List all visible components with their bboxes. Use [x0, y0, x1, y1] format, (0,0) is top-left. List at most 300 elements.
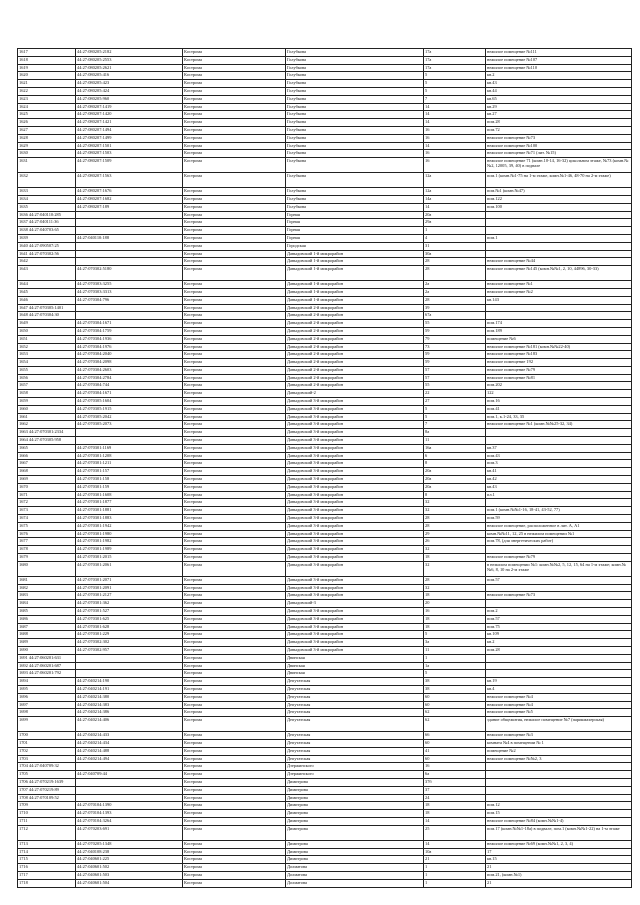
house-number: 5: [424, 670, 486, 678]
row-number: 1644: [18, 281, 76, 289]
table-row: [18, 296, 632, 304]
city: Кострома: [183, 546, 286, 554]
table-row: [18, 584, 632, 592]
city: Кострома: [183, 56, 286, 64]
city: Кострома: [183, 709, 286, 717]
city: Кострома: [183, 755, 286, 763]
city: Кострома: [183, 366, 286, 374]
cadastral-number: 44:27:040214:433: [76, 732, 183, 740]
cadastral-number: [76, 437, 183, 445]
description: кв.2: [486, 72, 632, 80]
cadastral-number: 44:27:070302:302: [76, 639, 183, 647]
table-row: [18, 763, 632, 771]
description: пом.2: [486, 608, 632, 616]
city: Кострома: [183, 413, 286, 421]
city: Кострома: [183, 119, 286, 127]
cadastral-number: 44:27:040214:488: [76, 747, 183, 755]
table-row: [18, 234, 632, 242]
row-number: 1696: [18, 693, 76, 701]
description: кв.43: [486, 483, 632, 491]
city: Кострома: [183, 615, 286, 623]
description: нежилое помещение №79: [486, 366, 632, 374]
street: Давыдовский 3-й микрорайон: [286, 646, 424, 654]
row-number: 1672: [18, 499, 76, 507]
street: Давыдовский 3-й микрорайон: [286, 413, 424, 421]
table-row: [18, 374, 632, 382]
register-sheet: [17, 48, 631, 888]
description: пом.1 (комн.№1-75 на 1-м этаже, комн.№1-46, 48-70 на 2-м этаже): [486, 173, 632, 188]
row-number: 1652: [18, 343, 76, 351]
row-number: 1680: [18, 561, 76, 576]
row-number: 1718: [18, 879, 76, 887]
cadastral-number: 44:27:080205:2553: [76, 56, 183, 64]
row-number: 1626: [18, 119, 76, 127]
street: Давыдовский 3-й микрорайон: [286, 561, 424, 576]
street: Депутатская: [286, 747, 424, 755]
table-row: [18, 413, 632, 421]
city: Кострома: [183, 499, 286, 507]
cadastral-number: 44:27:070301:1982: [76, 538, 183, 546]
cadastral-number: 44:27:080205:424: [76, 87, 183, 95]
city: Кострома: [183, 242, 286, 250]
description: нежилое помещение №1 (комн.№№25-32, 34): [486, 421, 632, 429]
city: Кострома: [183, 281, 286, 289]
description: пом.№1 (комн.№47): [486, 188, 632, 196]
street: Депутатская: [286, 701, 424, 709]
street: Давыдовский 3-й микрорайон: [286, 522, 424, 530]
cadastral-number: 44:27:080205:416: [76, 72, 183, 80]
description: нежилое помещение №183: [486, 351, 632, 359]
cadastral-number: 44:27:040214:434: [76, 739, 183, 747]
description: [486, 771, 632, 779]
city: Кострома: [183, 335, 286, 343]
cadastral-number: 44:27:070301:1881: [76, 507, 183, 515]
cadastral-number: 44:27:070303:3255: [76, 281, 183, 289]
street: Давыдовский 3-й микрорайон: [286, 584, 424, 592]
cadastral-number: 44:27:070305:2042: [76, 413, 183, 421]
street: Депутатская: [286, 709, 424, 717]
table-row: [18, 95, 632, 103]
row-number: 1667: [18, 460, 76, 468]
house-number: 4: [424, 234, 486, 242]
row-number: 1693 44:27:060201:792: [18, 670, 76, 678]
house-number: 41: [424, 747, 486, 755]
description: [486, 670, 632, 678]
table-row: [18, 359, 632, 367]
row-number: 1697: [18, 701, 76, 709]
city: Кострома: [183, 320, 286, 328]
house-number: 32: [424, 546, 486, 554]
street: Двинская: [286, 670, 424, 678]
cadastral-number: 44:27:080207:1494: [76, 126, 183, 134]
table-row: [18, 211, 632, 219]
street: Горная: [286, 211, 424, 219]
street: Депутатская: [286, 732, 424, 740]
description: нежилое помещение №73: [486, 592, 632, 600]
house-number: 38: [424, 678, 486, 686]
description: кв.19: [486, 678, 632, 686]
house-number: 12а: [424, 188, 486, 196]
description: [486, 227, 632, 235]
house-number: 1: [424, 871, 486, 879]
house-number: 22: [424, 390, 486, 398]
description: кв.43: [486, 80, 632, 88]
row-number: 1624: [18, 103, 76, 111]
street: Двинская: [286, 654, 424, 662]
row-number: 1662: [18, 421, 76, 429]
house-number: 21: [424, 856, 486, 864]
street: Давыдовский 3-й микрорайон: [286, 476, 424, 484]
city: Кострома: [183, 507, 286, 515]
city: Кострома: [183, 639, 286, 647]
street: Дзержинского: [286, 763, 424, 771]
city: Кострома: [183, 554, 286, 562]
street: Голубкова: [286, 95, 424, 103]
cadastral-number: 44:27:040601:225: [76, 856, 183, 864]
street: Димитрова: [286, 786, 424, 794]
row-number: 1703: [18, 755, 76, 763]
table-row: [18, 786, 632, 794]
table-row: [18, 288, 632, 296]
description: пом.21, (комн.№1): [486, 871, 632, 879]
house-number: 8: [424, 491, 486, 499]
street: Дзержинского: [286, 771, 424, 779]
table-row: [18, 429, 632, 437]
city: Кострома: [183, 452, 286, 460]
row-number: 1630: [18, 150, 76, 158]
description: пом.100: [486, 203, 632, 211]
house-number: 16: [424, 150, 486, 158]
table-row: [18, 351, 632, 359]
city: Кострома: [183, 429, 286, 437]
house-number: 24: [424, 794, 486, 802]
street: Давыдовский 2-й микрорайон: [286, 366, 424, 374]
description: [486, 794, 632, 802]
house-number: 1: [424, 879, 486, 887]
house-number: 62: [424, 717, 486, 732]
house-number: 59: [424, 359, 486, 367]
house-number: 16: [424, 134, 486, 142]
row-number: 1690: [18, 646, 76, 654]
house-number: 5: [424, 72, 486, 80]
city: Кострома: [183, 405, 286, 413]
city: Кострома: [183, 678, 286, 686]
street: Димитрова: [286, 825, 424, 840]
city: Кострома: [183, 670, 286, 678]
house-number: 12а: [424, 173, 486, 188]
table-row: [18, 476, 632, 484]
row-number: 1691 44:27:060201:631: [18, 654, 76, 662]
cadastral-number: [76, 258, 183, 266]
street: Давыдовский 2-й микрорайон: [286, 343, 424, 351]
house-number: 31: [424, 242, 486, 250]
description: [486, 499, 632, 507]
description: кв.15: [486, 856, 632, 864]
cadastral-number: 44:27:040108:238: [76, 848, 183, 856]
cadastral-number: 44:27:080207:1509: [76, 158, 183, 173]
description: нежилое помещение №181 (комн.№№22-40): [486, 343, 632, 351]
city: Кострома: [183, 288, 286, 296]
row-number: 1673: [18, 507, 76, 515]
table-row: [18, 491, 632, 499]
table-row: [18, 739, 632, 747]
house-number: 14: [424, 840, 486, 848]
house-number: 2а: [424, 288, 486, 296]
table-row: [18, 879, 632, 887]
row-number: 1634: [18, 195, 76, 203]
house-number: 16а: [424, 444, 486, 452]
description: [486, 600, 632, 608]
city: Кострома: [183, 778, 286, 786]
city: Кострома: [183, 327, 286, 335]
row-number: 1706 44:27:070219:1639: [18, 778, 76, 786]
street: Голубкова: [286, 87, 424, 95]
table-row: [18, 654, 632, 662]
description: комната №4 в помещении № 1: [486, 739, 632, 747]
table-row: [18, 615, 632, 623]
city: Кострома: [183, 296, 286, 304]
cadastral-number: 44:27:070304:1759: [76, 327, 183, 335]
city: Кострома: [183, 437, 286, 445]
city: Кострома: [183, 421, 286, 429]
row-number: 1661: [18, 413, 76, 421]
house-number: 16: [424, 608, 486, 616]
row-number: 1715: [18, 856, 76, 864]
row-number: 1628: [18, 134, 76, 142]
city: Кострома: [183, 763, 286, 771]
table-row: [18, 56, 632, 64]
cadastral-number: 44:27:040601:503: [76, 871, 183, 879]
description: пом.41: [486, 405, 632, 413]
city: Кострома: [183, 188, 286, 196]
table-row: [18, 219, 632, 227]
house-number: 28: [424, 296, 486, 304]
city: Кострома: [183, 771, 286, 779]
row-number: 1689: [18, 639, 76, 647]
table-row: [18, 817, 632, 825]
house-number: 8: [424, 460, 486, 468]
row-number: 1683: [18, 592, 76, 600]
cadastral-number: 44:27:040214:380: [76, 693, 183, 701]
city: Кострома: [183, 654, 286, 662]
table-row: [18, 840, 632, 848]
description: пом.202: [486, 382, 632, 390]
city: Кострома: [183, 382, 286, 390]
street: Давыдовский 3-й микрорайон: [286, 491, 424, 499]
street: Давыдовский 3-й микрорайон: [286, 437, 424, 445]
row-number: 1627: [18, 126, 76, 134]
description: [486, 546, 632, 554]
house-number: 5: [424, 80, 486, 88]
cadastral-number: [76, 227, 183, 235]
city: Кострома: [183, 623, 286, 631]
city: Кострома: [183, 460, 286, 468]
street: Долматова: [286, 864, 424, 872]
cadastral-number: 44:27:070305:1915: [76, 405, 183, 413]
description: нежилое помещение №110: [486, 64, 632, 72]
row-number: 1705: [18, 771, 76, 779]
description: [486, 429, 632, 437]
house-number: 1а: [424, 662, 486, 670]
house-number: 11: [424, 646, 486, 654]
description: 17: [486, 848, 632, 856]
city: Кострома: [183, 538, 286, 546]
house-number: 17а: [424, 56, 486, 64]
city: Кострома: [183, 662, 286, 670]
street: Давыдовский 1-й микрорайон: [286, 296, 424, 304]
cadastral-number: [76, 219, 183, 227]
row-number: 1666: [18, 452, 76, 460]
city: Кострома: [183, 879, 286, 887]
table-row: [18, 468, 632, 476]
street: Давыдовский 3-й микрорайон: [286, 623, 424, 631]
city: Кострома: [183, 856, 286, 864]
city: Кострома: [183, 631, 286, 639]
property-register-table: [17, 48, 632, 888]
cadastral-number: 44:27:070304:796: [76, 296, 183, 304]
description: пом.17 (комн.№№1-18а) в подвале, пом.1 (комн.№№1-22) на 1-м этаже: [486, 825, 632, 840]
description: нежилое помещение №100: [486, 142, 632, 150]
row-number: 1695: [18, 685, 76, 693]
row-number: 1637 44:27:040111:36: [18, 219, 76, 227]
description: пом.189: [486, 327, 632, 335]
table-row: [18, 242, 632, 250]
table-row: [18, 639, 632, 647]
street: Давыдовский 3-й микрорайон: [286, 444, 424, 452]
city: Кострома: [183, 468, 286, 476]
description: [486, 654, 632, 662]
row-number: 1699: [18, 717, 76, 732]
table-row: [18, 119, 632, 127]
cadastral-number: 44:27:070104:3264: [76, 817, 183, 825]
description: пом.1, к.1-24, 33, 35: [486, 413, 632, 421]
table-row: [18, 111, 632, 119]
row-number: 1641 44:27:070302:56: [18, 250, 76, 258]
row-number: 1688: [18, 631, 76, 639]
house-number: 37: [424, 786, 486, 794]
table-row: [18, 460, 632, 468]
street: Давыдовский 2-й микрорайон: [286, 312, 424, 320]
city: Кострома: [183, 871, 286, 879]
cadastral-number: 44:27:040110:188: [76, 234, 183, 242]
cadastral-number: 44:27:070305:2073: [76, 421, 183, 429]
table-row: [18, 554, 632, 562]
house-number: 7: [424, 421, 486, 429]
cadastral-number: [76, 304, 183, 312]
house-number: 1: [424, 227, 486, 235]
cadastral-number: 44:27:080205:2621: [76, 64, 183, 72]
row-number: 1660: [18, 405, 76, 413]
house-number: 26: [424, 538, 486, 546]
house-number: 57: [424, 366, 486, 374]
row-number: 1647 44:27:070305:1401: [18, 304, 76, 312]
street: Давыдовский 3-й микрорайон: [286, 398, 424, 406]
row-number: 1677: [18, 538, 76, 546]
row-number: 1656: [18, 374, 76, 382]
description: в нежилом помещении №1: комн.№№2, 5, 12, 15, 64 на 1-м этаже; комн.№№6, 8, 10 на 2-м этаже: [486, 561, 632, 576]
house-number: 18: [424, 802, 486, 810]
street: Димитрова: [286, 794, 424, 802]
table-row: [18, 335, 632, 343]
house-number: 11: [424, 437, 486, 445]
house-number: 32: [424, 584, 486, 592]
street: Димитрова: [286, 810, 424, 818]
house-number: 57: [424, 374, 486, 382]
row-number: 1654: [18, 359, 76, 367]
description: пом.1: [486, 234, 632, 242]
description: кв.65: [486, 95, 632, 103]
house-number: 20а: [424, 211, 486, 219]
cadastral-number: 44:27:070304:2040: [76, 351, 183, 359]
house-number: 6: [424, 452, 486, 460]
cadastral-number: 44:27:070104:1390: [76, 802, 183, 810]
street: Давыдовский 3-й микрорайон: [286, 468, 424, 476]
row-number: 1625: [18, 111, 76, 119]
cadastral-number: 44:27:070304:2098: [76, 359, 183, 367]
description: 122: [486, 390, 632, 398]
street: Долматова: [286, 879, 424, 887]
house-number: 14а: [424, 195, 486, 203]
city: Кострома: [183, 142, 286, 150]
house-number: 39: [424, 304, 486, 312]
city: Кострома: [183, 304, 286, 312]
city: Кострома: [183, 390, 286, 398]
table-row: [18, 522, 632, 530]
street: Давыдовский 3-й микрорайон: [286, 515, 424, 523]
row-number: 1617: [18, 49, 76, 57]
street: Давыдовский-3: [286, 600, 424, 608]
city: Кострома: [183, 444, 286, 452]
description: нежилое помещение 71 (комн.10-14, 16-32) цокольном этаже, №73 (комн.№№2, 12005, 39, 40) в подвале: [486, 158, 632, 173]
cadastral-number: 44:27:040601:502: [76, 864, 183, 872]
house-number: 59: [424, 327, 486, 335]
house-number: 5: [424, 413, 486, 421]
description: 21: [486, 864, 632, 872]
description: кв.42: [486, 476, 632, 484]
street: Голубкова: [286, 103, 424, 111]
house-number: 62: [424, 709, 486, 717]
house-number: 14: [424, 203, 486, 211]
table-row: [18, 778, 632, 786]
cadastral-number: 44:27:070301:2091: [76, 584, 183, 592]
city: Кострома: [183, 840, 286, 848]
house-number: 20а: [424, 468, 486, 476]
row-number: 1668: [18, 468, 76, 476]
street: Давыдовский 3-й микрорайон: [286, 615, 424, 623]
table-row: [18, 515, 632, 523]
cadastral-number: 44:27:070301:1883: [76, 515, 183, 523]
street: Давыдовский 3-й микрорайон: [286, 554, 424, 562]
city: Кострома: [183, 600, 286, 608]
table-row: [18, 250, 632, 258]
house-number: 17а: [424, 49, 486, 57]
cadastral-number: 44:27:040214:190: [76, 678, 183, 686]
street: Давыдовский 3-й микрорайон: [286, 429, 424, 437]
cadastral-number: 44:27:040214:191: [76, 685, 183, 693]
row-number: 1618: [18, 56, 76, 64]
row-number: 1623: [18, 95, 76, 103]
table-row: [18, 810, 632, 818]
row-number: 1643: [18, 266, 76, 281]
street: Голубкова: [286, 126, 424, 134]
description: кв.27: [486, 111, 632, 119]
house-number: 32: [424, 561, 486, 576]
row-number: 1664 44:27:070305:958: [18, 437, 76, 445]
row-number: 1692 44:27:060201:687: [18, 662, 76, 670]
row-number: 1655: [18, 366, 76, 374]
cadastral-number: 44:27:070301:157: [76, 468, 183, 476]
house-number: 20а: [424, 476, 486, 484]
